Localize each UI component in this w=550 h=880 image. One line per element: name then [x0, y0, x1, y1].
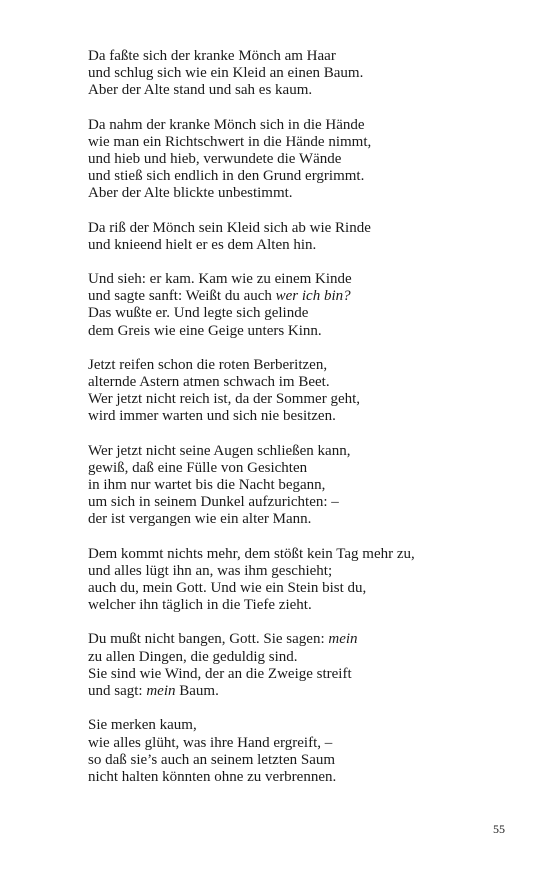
- poem-line: wie alles glüht, was ihre Hand ergreift, –: [88, 734, 333, 751]
- poem-line: Da riß der Mönch sein Kleid sich ab wie Rinde: [88, 219, 371, 236]
- poem-line: Jetzt reifen schon die roten Berberitzen,: [88, 356, 328, 373]
- line-text: und sagt:: [88, 683, 147, 700]
- poem-line: und stieß sich endlich in den Grund ergrimmt.: [88, 168, 365, 185]
- poem-line: und schlug sich wie ein Kleid an einen Baum.: [88, 65, 364, 82]
- poem-line: wird immer warten und sich nie besitzen.: [88, 408, 336, 425]
- line-italic-text: mein: [328, 631, 358, 648]
- poem-line: Und sieh: er kam. Kam wie zu einem Kinde: [88, 271, 352, 288]
- poem-line: zu allen Dingen, die geduldig sind.: [88, 648, 298, 665]
- poem-line: Aber der Alte stand und sah es kaum.: [88, 82, 313, 99]
- page-number: 55: [493, 822, 505, 836]
- poem-line: auch du, mein Gott. Und wie ein Stein bist du,: [88, 580, 367, 597]
- poem-line: wie man ein Richtschwert in die Hände nimmt,: [88, 133, 372, 150]
- poem-line: um sich in seinem Dunkel aufzurichten: –: [88, 494, 339, 511]
- poem-line: Dem kommt nichts mehr, dem stößt kein Tag mehr zu,: [88, 545, 415, 562]
- poem-line: Sie sind wie Wind, der an die Zweige streift: [88, 665, 352, 682]
- poem-line: und hieb und hieb, verwundete die Wände: [88, 151, 342, 168]
- poem-line: welcher ihn täglich in die Tiefe zieht.: [88, 597, 312, 614]
- poem-line: und alles lügt ihn an, was ihm geschieht;: [88, 562, 333, 579]
- poem-line: [88, 683, 528, 700]
- poem-line: dem Greis wie eine Geige unters Kinn.: [88, 322, 322, 339]
- poem-line: [88, 288, 528, 305]
- stanza: [88, 443, 528, 529]
- line-italic-text: mein: [146, 683, 176, 700]
- poem-line: [88, 631, 528, 648]
- poem-text: [88, 48, 528, 803]
- poem-line: alternde Astern atmen schwach im Beet.: [88, 374, 330, 391]
- stanza: [88, 357, 528, 426]
- stanza: [88, 48, 528, 100]
- poem-line: gewiß, daß eine Fülle von Gesichten: [88, 459, 308, 476]
- poem-line: Aber der Alte blickte unbestimmt.: [88, 185, 293, 202]
- poem-line: Sie merken kaum,: [88, 717, 197, 734]
- stanza: [88, 546, 528, 615]
- poem-line: Da faßte sich der kranke Mönch am Haar: [88, 48, 336, 64]
- poem-line: in ihm nur wartet bis die Nacht begann,: [88, 477, 326, 494]
- stanza: [88, 220, 528, 254]
- poem-line: nicht halten könnten ohne zu verbrennen.: [88, 768, 337, 785]
- poem-line: so daß sie’s auch an seinem letzten Saum: [88, 751, 336, 768]
- stanza: [88, 271, 528, 340]
- poem-line: Wer jetzt nicht reich ist, da der Sommer geht,: [88, 391, 361, 408]
- stanza: [88, 631, 528, 700]
- line-text: Du mußt nicht bangen, Gott. Sie sagen:: [88, 631, 329, 648]
- line-text: Baum.: [175, 683, 219, 700]
- stanza: [88, 717, 528, 786]
- poem-line: und knieend hielt er es dem Alten hin.: [88, 236, 317, 253]
- line-text: und sagte sanft: Weißt du auch: [88, 288, 276, 305]
- poem-line: Wer jetzt nicht seine Augen schließen kann,: [88, 442, 351, 459]
- line-italic-text: wer ich bin?: [275, 288, 351, 305]
- stanza: [88, 117, 528, 203]
- poem-line: Das wußte er. Und legte sich gelinde: [88, 305, 309, 322]
- poem-line: der ist vergangen wie ein alter Mann.: [88, 511, 312, 528]
- poem-line: Da nahm der kranke Mönch sich in die Hände: [88, 116, 365, 133]
